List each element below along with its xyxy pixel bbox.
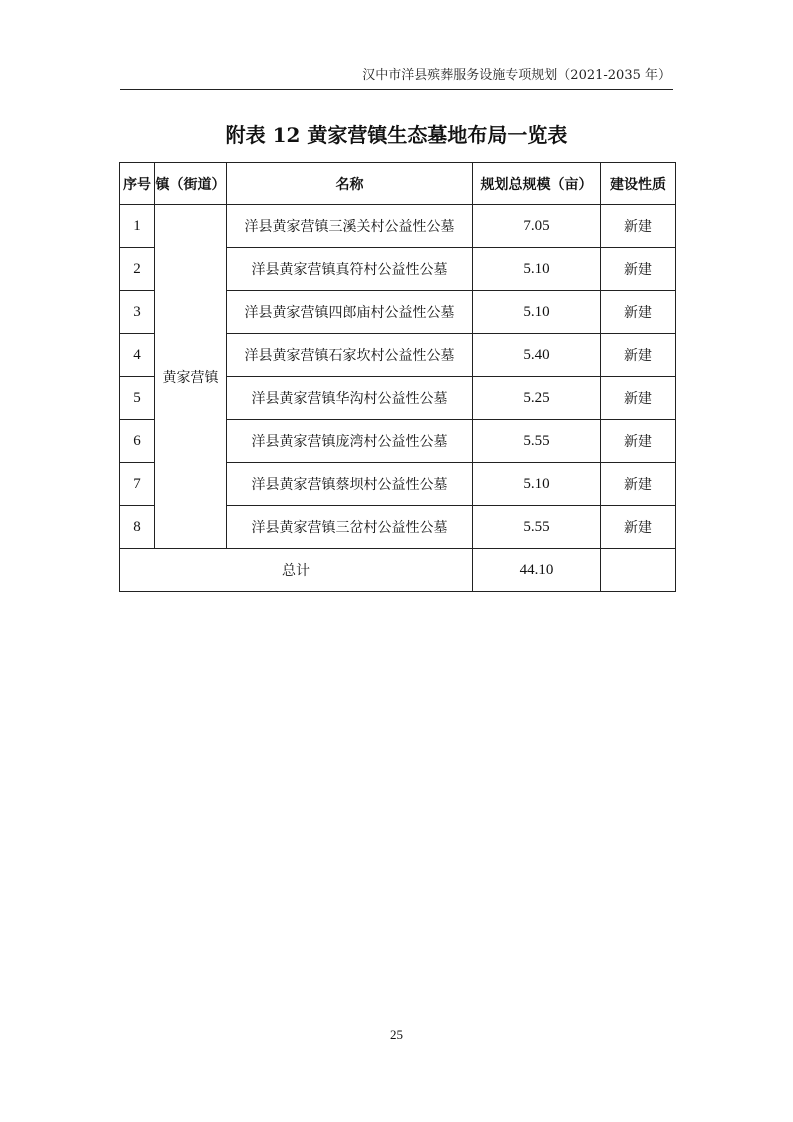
row-scale: 5.55	[473, 420, 601, 463]
row-no: 7	[120, 463, 155, 506]
total-scale: 44.10	[473, 549, 601, 592]
row-name: 洋县黄家营镇三岔村公益性公墓	[227, 506, 473, 549]
column-header-town: 镇（街道）	[155, 163, 227, 205]
row-type: 新建	[601, 463, 676, 506]
row-name: 洋县黄家营镇三溪关村公益性公墓	[227, 205, 473, 248]
row-no: 3	[120, 291, 155, 334]
row-type: 新建	[601, 291, 676, 334]
row-no: 1	[120, 205, 155, 248]
row-name: 洋县黄家营镇四郎庙村公益性公墓	[227, 291, 473, 334]
town-cell: 黄家营镇	[155, 205, 227, 549]
cemetery-layout-table	[119, 162, 676, 592]
table-row	[120, 205, 676, 248]
row-type: 新建	[601, 334, 676, 377]
row-scale: 5.25	[473, 377, 601, 420]
row-name: 洋县黄家营镇蔡坝村公益性公墓	[227, 463, 473, 506]
row-type: 新建	[601, 205, 676, 248]
header-rule	[120, 89, 673, 90]
row-no: 2	[120, 248, 155, 291]
row-scale: 5.10	[473, 463, 601, 506]
row-name: 洋县黄家营镇庞湾村公益性公墓	[227, 420, 473, 463]
row-scale: 5.40	[473, 334, 601, 377]
column-header-no: 序号	[120, 163, 155, 205]
page-number: 25	[390, 1027, 403, 1042]
row-type: 新建	[601, 420, 676, 463]
row-scale: 7.05	[473, 205, 601, 248]
row-scale: 5.10	[473, 248, 601, 291]
row-scale: 5.55	[473, 506, 601, 549]
row-name: 洋县黄家营镇真符村公益性公墓	[227, 248, 473, 291]
row-type: 新建	[601, 506, 676, 549]
column-header-type: 建设性质	[601, 163, 676, 205]
row-type: 新建	[601, 248, 676, 291]
row-type: 新建	[601, 377, 676, 420]
column-header-scale: 规划总规模（亩）	[473, 163, 601, 205]
row-name: 洋县黄家营镇石家坎村公益性公墓	[227, 334, 473, 377]
row-scale: 5.10	[473, 291, 601, 334]
running-header: 汉中市洋县殡葬服务设施专项规划（2021-2035 年）	[362, 68, 671, 83]
row-no: 6	[120, 420, 155, 463]
table-title: 附表 12 黄家营镇生态墓地布局一览表	[225, 123, 568, 147]
table-header-row	[120, 163, 676, 205]
row-no: 8	[120, 506, 155, 549]
total-label: 总计	[120, 549, 473, 592]
row-no: 5	[120, 377, 155, 420]
column-header-name: 名称	[227, 163, 473, 205]
row-no: 4	[120, 334, 155, 377]
row-name: 洋县黄家营镇华沟村公益性公墓	[227, 377, 473, 420]
total-row	[120, 549, 676, 592]
total-type	[601, 549, 676, 592]
